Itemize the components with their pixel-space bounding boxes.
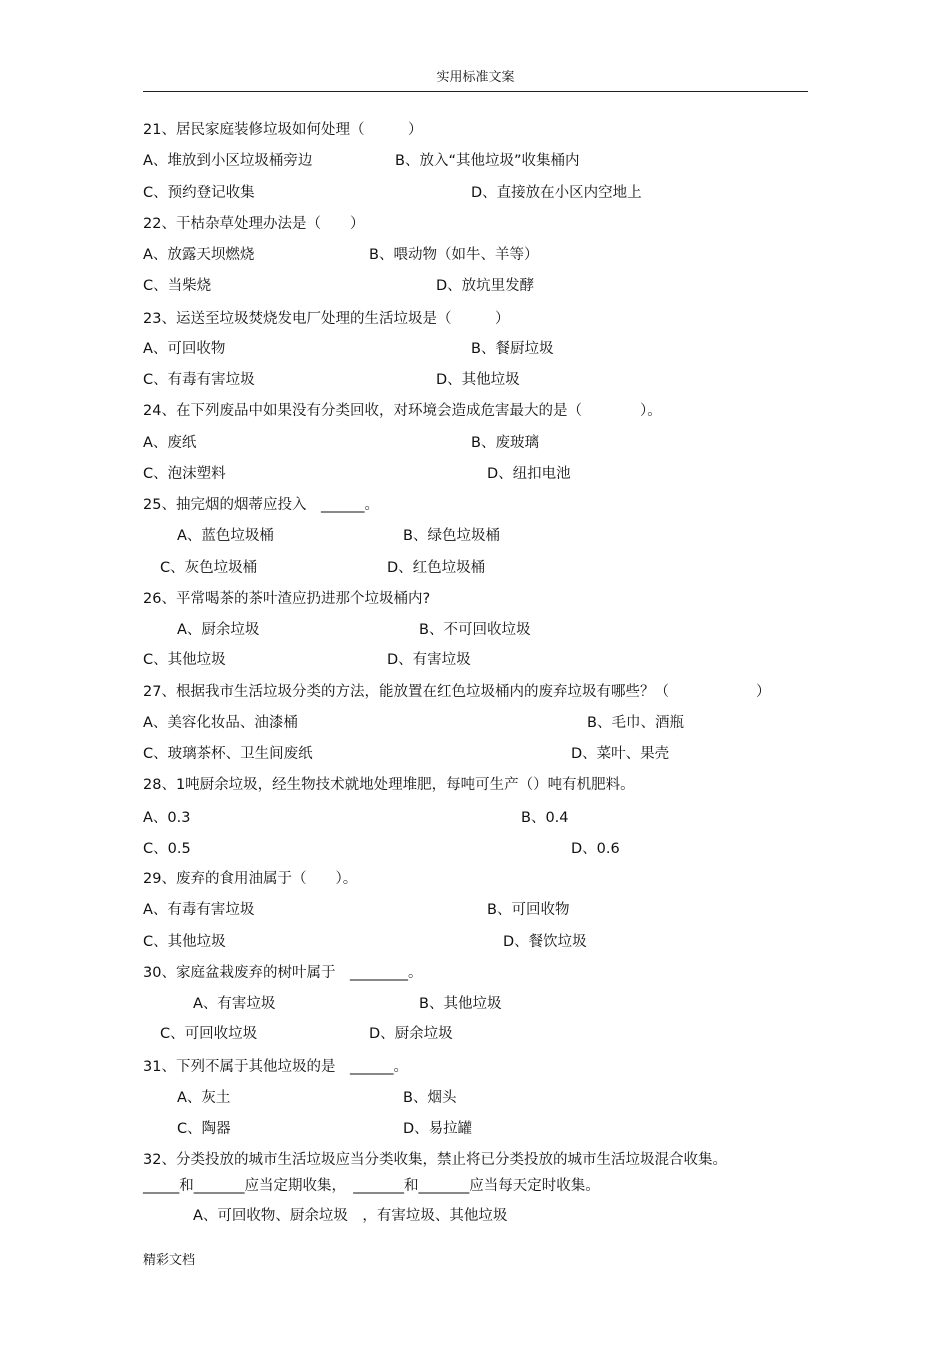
- text-line: C、玻璃茶杯、卫生间废纸: [143, 746, 313, 762]
- text-line: C、有毒有害垃圾: [143, 372, 255, 388]
- text-line: A、可回收物: [143, 341, 226, 357]
- text-line: 31、下列不属于其他垃圾的是 ______。: [143, 1059, 408, 1075]
- text-line: B、其他垃圾: [419, 996, 502, 1012]
- text-line: A、有害垃圾: [193, 996, 276, 1012]
- text-line: D、直接放在小区内空地上: [471, 185, 642, 201]
- text-line: A、0.3: [143, 810, 191, 826]
- text-line: B、废玻璃: [471, 435, 539, 451]
- text-line: D、有害垃圾: [387, 652, 471, 668]
- text-line: A、灰土: [177, 1090, 231, 1106]
- text-line: 32、分类投放的城市生活垃圾应当分类收集，禁止将已分类投放的城市生活垃圾混合收集。: [143, 1152, 727, 1168]
- text-line: A、厨余垃圾: [177, 622, 260, 638]
- text-line: B、餐厨垃圾: [471, 341, 554, 357]
- text-line: B、不可回收垃圾: [419, 622, 531, 638]
- text-line: D、其他垃圾: [436, 372, 520, 388]
- text-line: D、菜叶、果壳: [571, 746, 670, 762]
- text-line: B、烟头: [403, 1090, 457, 1106]
- text-line: A、有毒有害垃圾: [143, 902, 255, 918]
- text-line: C、其他垃圾: [143, 652, 226, 668]
- text-line: C、灰色垃圾桶: [160, 560, 258, 576]
- text-line: A、蓝色垃圾桶: [177, 528, 274, 544]
- text-line: D、易拉罐: [403, 1121, 473, 1137]
- text-line: B、0.4: [521, 810, 569, 826]
- text-line: C、当柴烧: [143, 278, 212, 294]
- text-line: B、毛巾、酒瓶: [587, 715, 684, 731]
- header-rule: [143, 91, 808, 92]
- text-line: 21、居民家庭装修垃圾如何处理（ ）: [143, 122, 423, 138]
- text-line: 23、运送至垃圾焚烧发电厂处理的生活垃圾是（ ）: [143, 311, 510, 327]
- text-line: D、放坑里发酵: [436, 278, 535, 294]
- text-line: 28、1吨厨余垃圾，经生物技术就地处理堆肥，每吨可生产（）吨有机肥料。: [143, 777, 635, 793]
- page-footer: 精彩文档: [143, 1253, 196, 1268]
- text-line: D、纽扣电池: [487, 466, 571, 482]
- text-line: B、可回收物: [487, 902, 570, 918]
- text-line: D、0.6: [571, 841, 620, 857]
- text-line: 24、在下列废品中如果没有分类回收，对环境会造成危害最大的是（ ）。: [143, 403, 662, 419]
- text-line: 22、干枯杂草处理办法是（ ）: [143, 216, 365, 232]
- text-line: C、陶器: [177, 1121, 231, 1137]
- text-line: D、红色垃圾桶: [387, 560, 486, 576]
- text-line: A、放露天坝燃烧: [143, 247, 255, 263]
- text-line: A、废纸: [143, 435, 197, 451]
- text-line: D、餐饮垃圾: [503, 934, 587, 950]
- text-line: _____和_______应当定期收集， _______和_______应当每天定时收集。: [143, 1178, 600, 1194]
- text-line: C、泡沫塑料: [143, 466, 226, 482]
- text-line: B、绿色垃圾桶: [403, 528, 500, 544]
- text-line: C、预约登记收集: [143, 185, 255, 201]
- text-line: B、放入“其他垃圾”收集桶内: [395, 153, 580, 169]
- text-line: D、厨余垃圾: [369, 1026, 453, 1042]
- text-line: A、堆放到小区垃圾桶旁边: [143, 153, 313, 169]
- text-line: A、可回收物、厨余垃圾 ，有害垃圾、其他垃圾: [193, 1208, 508, 1224]
- text-line: A、美容化妆品、油漆桶: [143, 715, 298, 731]
- text-line: 25、抽完烟的烟蒂应投入 ______。: [143, 497, 379, 513]
- text-line: C、其他垃圾: [143, 934, 226, 950]
- text-line: 26、平常喝茶的茶叶渣应扔进那个垃圾桶内?: [143, 591, 431, 607]
- text-line: 29、废弃的食用油属于（ ）。: [143, 871, 358, 887]
- text-line: 30、家庭盆栽废弃的树叶属于 ________。: [143, 965, 423, 981]
- text-line: C、可回收垃圾: [160, 1026, 258, 1042]
- text-line: C、0.5: [143, 841, 191, 857]
- page-header: 实用标准文案: [436, 70, 515, 85]
- text-line: B、喂动物（如牛、羊等）: [369, 247, 539, 263]
- text-line: 27、根据我市生活垃圾分类的方法，能放置在红色垃圾桶内的废弃垃圾有哪些？（ ）: [143, 684, 771, 700]
